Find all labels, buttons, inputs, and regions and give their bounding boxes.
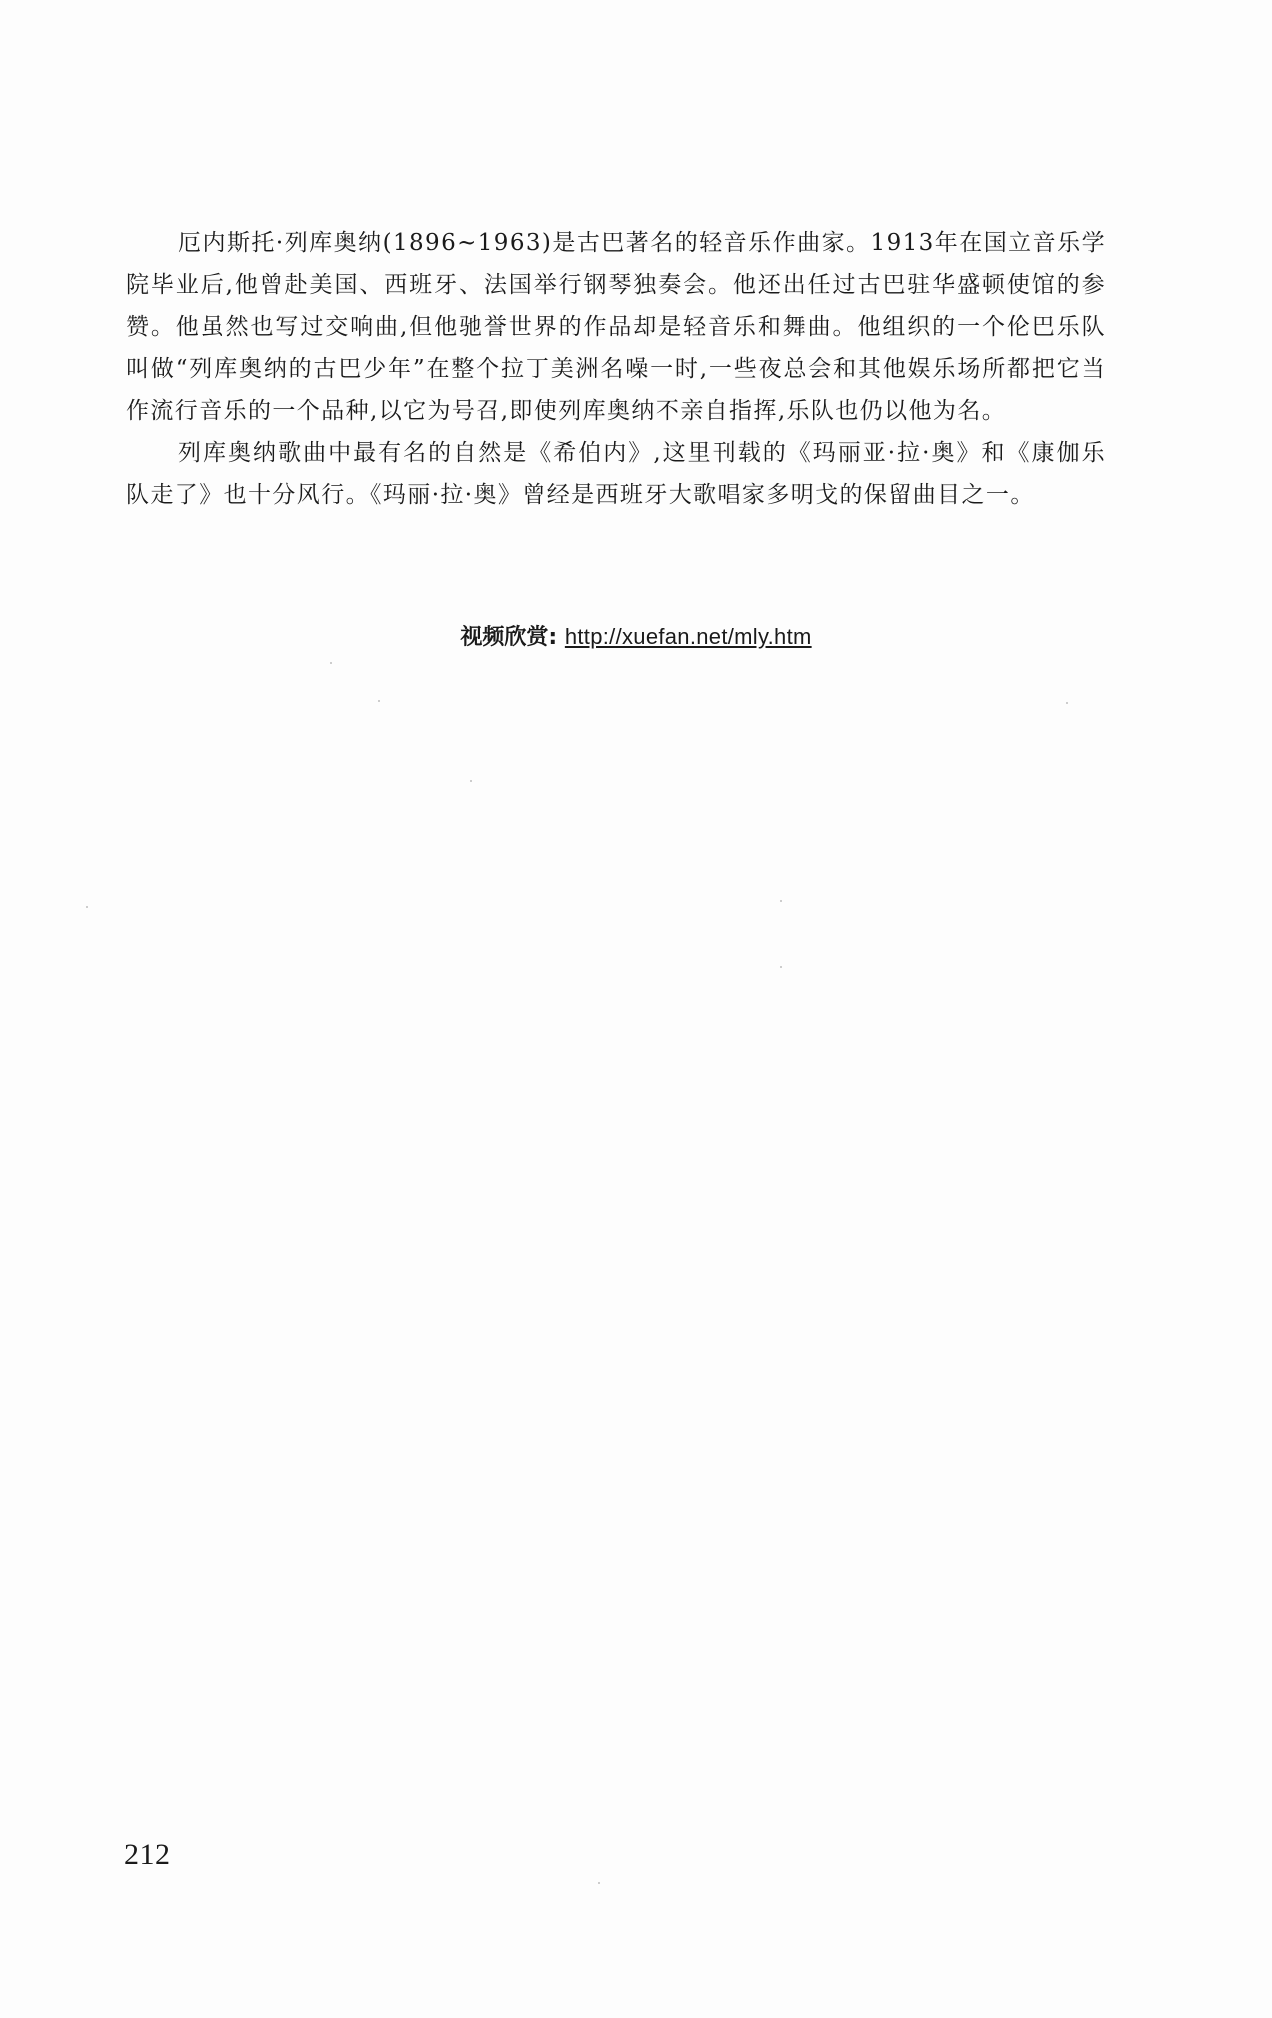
- article-body: [126, 222, 1106, 516]
- video-label: 视频欣赏:: [460, 625, 558, 650]
- video-link[interactable]: http://xuefan.net/mly.htm: [564, 624, 812, 649]
- paragraph-2: 列库奥纳歌曲中最有名的自然是《希伯内》,这里刊载的《玛丽亚·拉·奥》和《康伽乐队走了》也十分风行。《玛丽·拉·奥》曾经是西班牙大歌唱家多明戈的保留曲目之一。: [126, 440, 1106, 508]
- scan-speck: [598, 1882, 600, 1884]
- page-number: 212: [124, 1838, 171, 1871]
- scan-speck: [1066, 702, 1068, 704]
- scan-speck: [470, 780, 472, 782]
- scan-speck: [780, 966, 782, 968]
- scan-speck: [330, 662, 332, 664]
- paragraph-1: 厄内斯托·列库奥纳(1896~1963)是古巴著名的轻音乐作曲家。1913年在国立音乐学院毕业后,他曾赴美国、西班牙、法国举行钢琴独奏会。他还出任过古巴驻华盛顿使馆的参赞。他虽然也写过交响曲,但他驰誉世界的作品却是轻音乐和舞曲。他组织的一个伦巴乐队叫做“列库奥纳的古巴少年”在整个拉丁美洲名噪一时,一些夜总会和其他娱乐场所都把它当作流行音乐的一个品种,以它为号召,即使列库奥纳不亲自指挥,乐队也仍以他为名。: [126, 230, 1106, 424]
- scan-speck: [86, 906, 88, 908]
- video-reference: [0, 620, 1272, 651]
- scan-speck: [378, 700, 380, 702]
- scan-speck: [780, 900, 782, 902]
